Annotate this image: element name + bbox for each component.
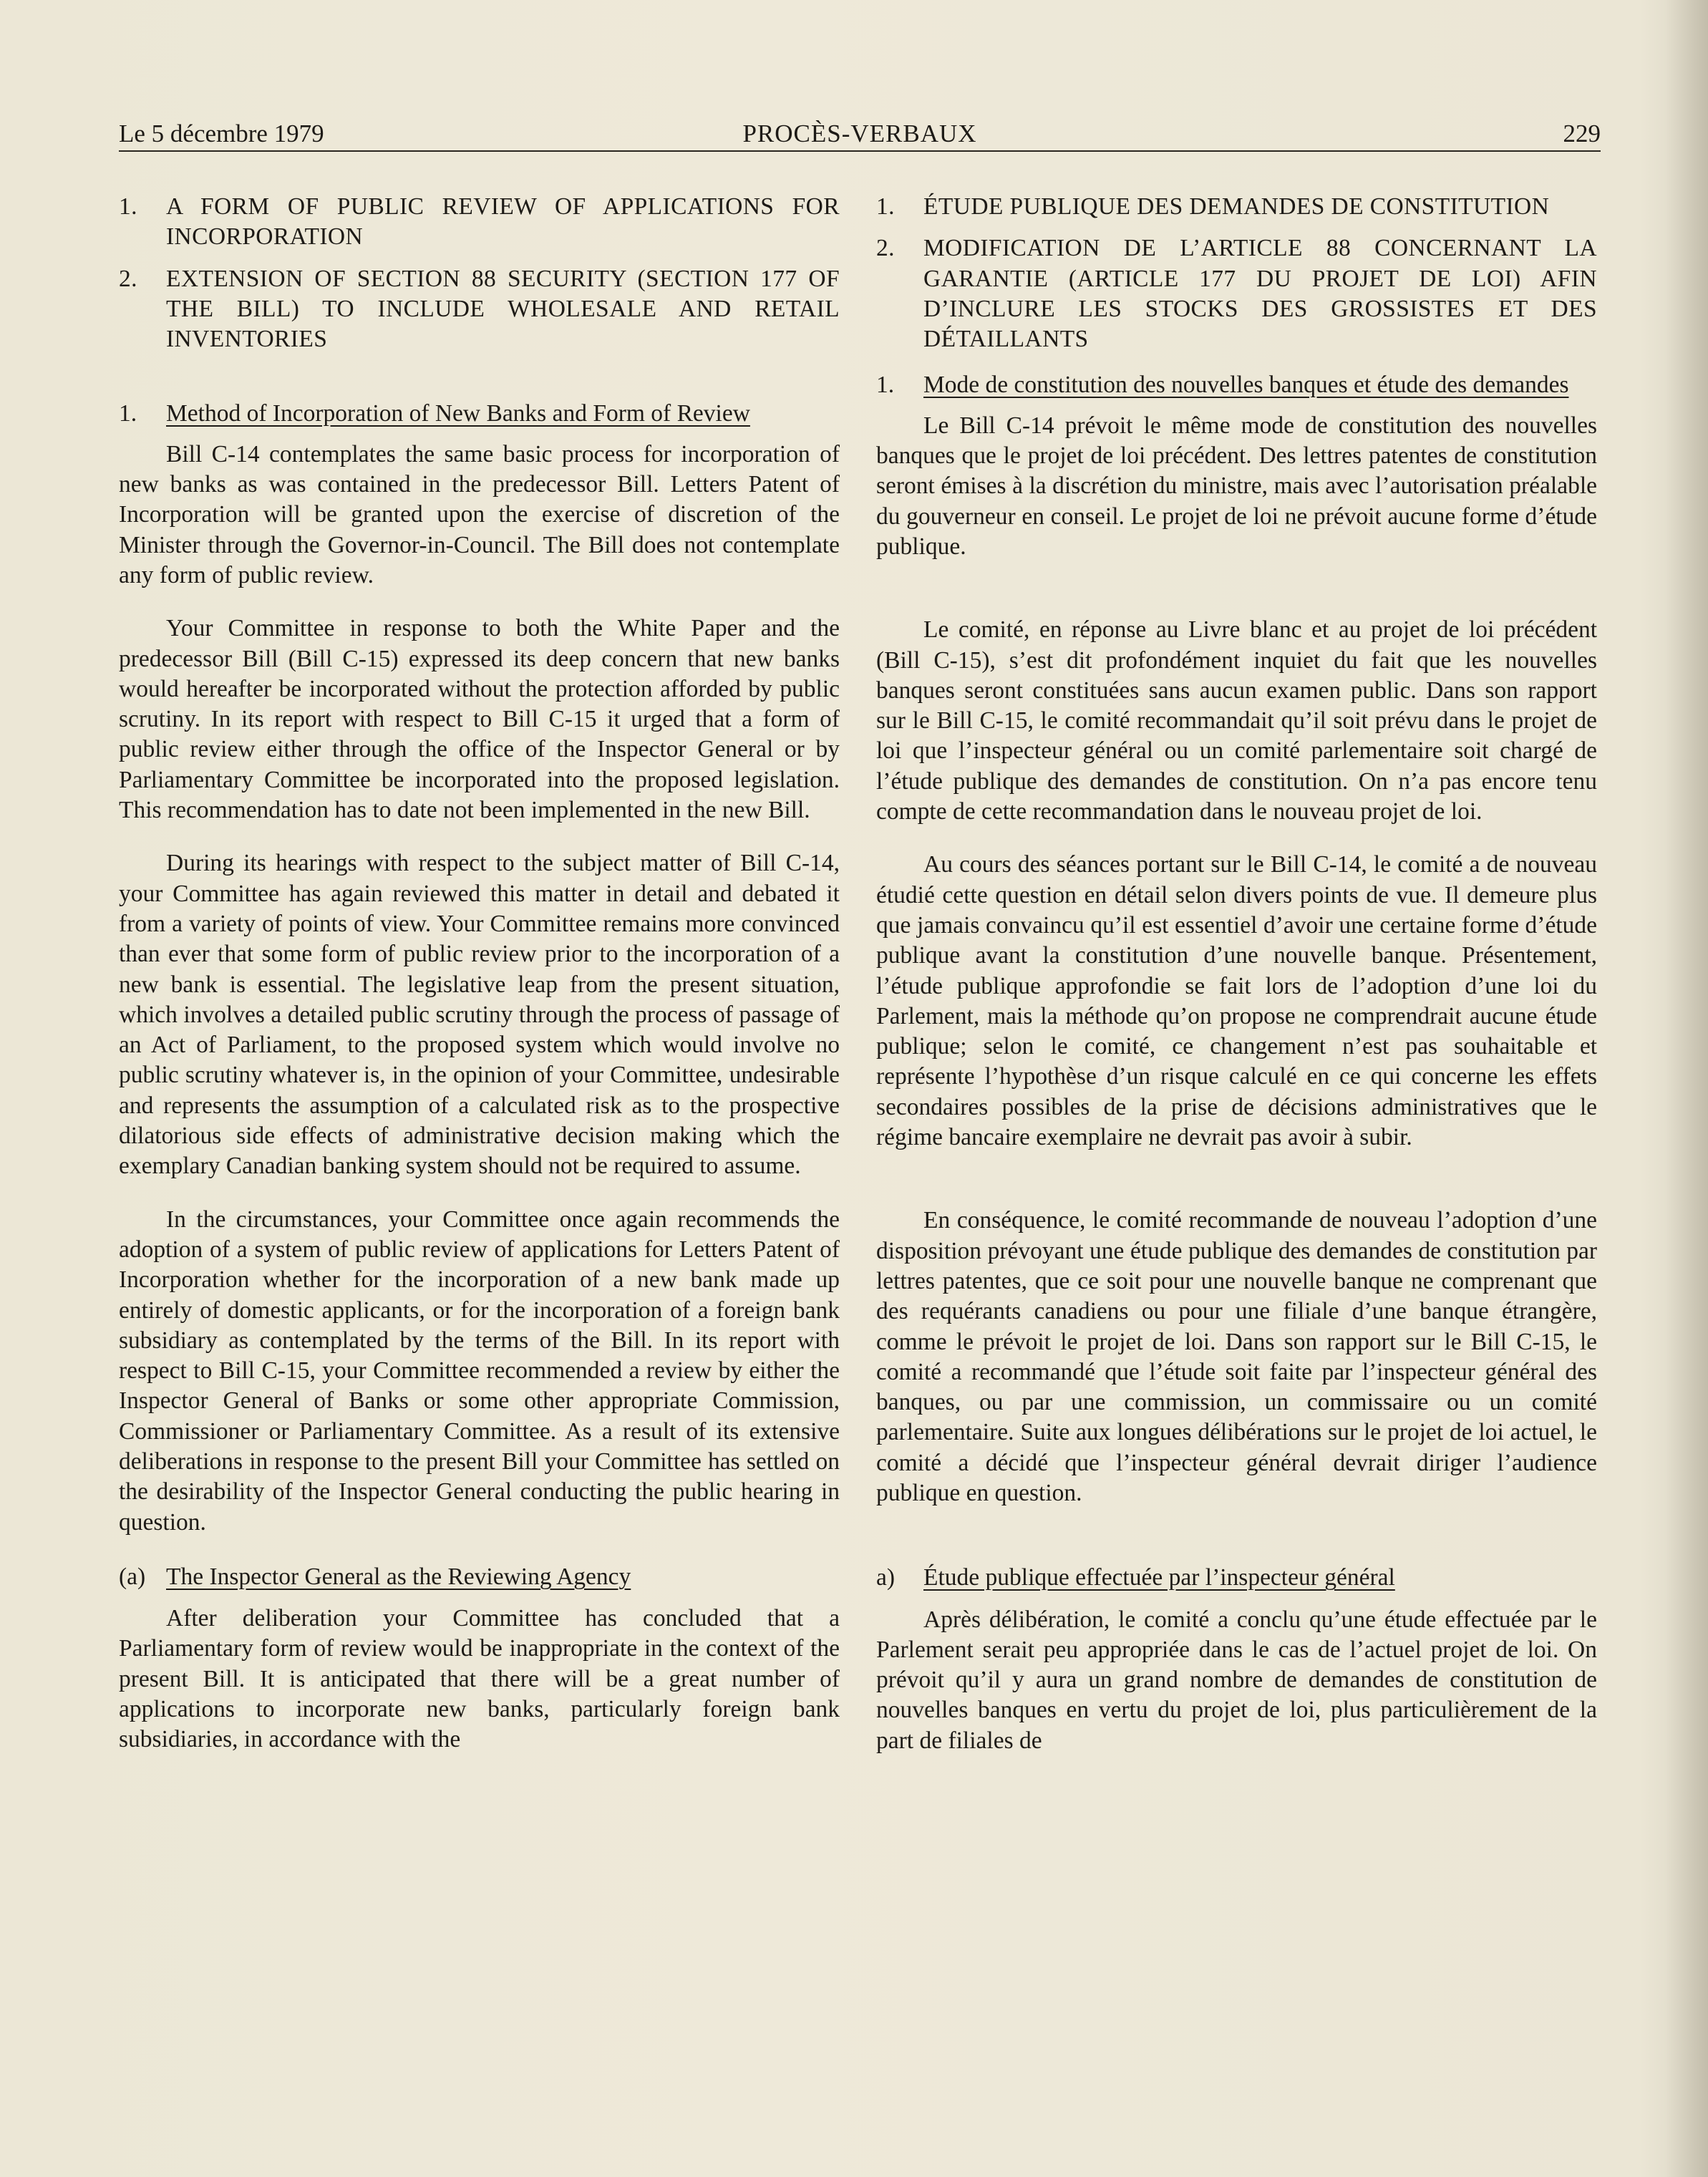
subsection-number: a) xyxy=(876,1564,896,1591)
paragraph: Le Bill C-14 prévoit le même mode de constitution des nouvelles banques que le projet de loi précédent. Des lettres patentes de constitution seront émises à la discrétion du ministre, mais avec l’autorisation préalable du gouverneur en conseil. Le projet de loi ne prévoit aucune forme d’étude publique. xyxy=(876,412,1597,560)
section-title: Method of Incorporation of New Banks and Form of Review xyxy=(166,400,750,427)
subsection-title: The Inspector General as the Reviewing Agency xyxy=(166,1563,631,1590)
item-heading: MODIFICATION DE L’ARTICLE 88 CONCERNANT LA GARANTIE (ARTICLE 177 DU PROJET DE LOI) AFIN D’INCLURE LES STOCKS DES GROSSISTES ET DES DÉTAILLANTS xyxy=(923,235,1597,353)
summary-item xyxy=(119,192,840,253)
summary-item xyxy=(119,264,840,355)
page-edge-shadow xyxy=(1665,0,1708,2177)
header-rule xyxy=(119,150,1601,152)
section-number: 1. xyxy=(876,372,895,399)
header-date: Le 5 décembre 1979 xyxy=(119,120,324,147)
paragraph: During its hearings with respect to the subject matter of Bill C-14, your Committee has again reviewed this matter in detail and debated it from a variety of points of view. Your Committee remains more convinced than ever that some form of public review prior to the incorporation of a new bank is essential. The legislative leap from the present situation, which involves a detailed public scrutiny through the process of passage of an Act of Parliament, to the proposed system which would involve no public scrutiny whatever is, in the opinion of your Committee, undesirable and represents the assumption of a calculated risk as to the prospective dilatorious side effects of administrative decision making which the exemplary Canadian banking system should not be required to assume. xyxy=(119,850,840,1180)
subsection-heading xyxy=(119,1562,840,1592)
subsection-title: Étude publique effectuée par l’inspecteur général xyxy=(923,1564,1395,1591)
section-heading xyxy=(876,370,1597,400)
french-column xyxy=(876,192,1597,1756)
item-number: 1. xyxy=(119,193,137,220)
paragraph: Au cours des séances portant sur le Bill C-14, le comité a de nouveau étudié cette question en détail selon divers points de vue. Il demeure plus que jamais convaincu qu’il est essentiel d’avoir une certaine forme d’étude publique avant la constitution d’une nouvelle banque. Présentement, l’étude publique approfondie se fait lors de l’adoption d’une loi du Parlement, mais la méthode qu’on propose ne comprendrait aucune étude publique; selon le comité, ce changement n’est pas souhaitable et représente l’hypothèse d’un risque calculé en ce qui concerne les effets secondaires possibles de la prise de décisions administratives que le régime bancaire exemplaire ne devrait pas avoir à subir. xyxy=(876,851,1597,1151)
item-number: 2. xyxy=(119,265,137,292)
page-number: 229 xyxy=(1563,120,1601,147)
subsection-heading xyxy=(876,1563,1597,1593)
item-heading: A FORM OF PUBLIC REVIEW OF APPLICATIONS FOR INCORPORATION xyxy=(166,193,840,251)
paragraph: Après délibération, le comité a conclu qu’une étude effectuée par le Parlement serait peu appropriée dans le cas de l’actuel projet de loi. On prévoit qu’il y aura un grand nombre de demandes de constitution de nouvelles banques en vertu du projet de loi, plus particulièrement de la part de filiales de xyxy=(876,1606,1597,1754)
paragraph: Your Committee in response to both the White Paper and the predecessor Bill (Bill C-15) expressed its deep concern that new banks would hereafter be incorporated without the protection afforded by public scrutiny. In its report with respect to Bill C-15 it urged that a form of public review either through the office of the Inspector General or by Parliamentary Committee be incorporated into the proposed legislation. This recommendation has to date not been implemented in the new Bill. xyxy=(119,615,840,824)
summary-item xyxy=(876,192,1597,222)
paragraph: En conséquence, le comité recommande de nouveau l’adoption d’une disposition prévoyant une étude publique des demandes de constitution par lettres patentes, que ce soit pour une nouvelle banque ne comprenant que des requérants canadiens ou pour une filiale d’une banque étrangère, comme le prévoit le projet de loi. Dans son rapport sur le Bill C-15, le comité a recommandé que l’étude soit faite par l’inspecteur général des banques, ou par une commission, un commissaire ou un comité parlementaire. Suite aux longues délibérations sur le projet de loi actuel, le comité a décidé que l’inspecteur général devrait diriger l’audience publique en question. xyxy=(876,1207,1597,1506)
paragraph: Bill C-14 contemplates the same basic process for incorporation of new banks as was contained in the predecessor Bill. Letters Patent of Incorporation will be granted upon the exercise of discretion of the Minister through the Governor-in-Council. The Bill does not contemplate any form of public review. xyxy=(119,440,840,588)
running-header xyxy=(119,116,1601,152)
paragraph: After deliberation your Committee has concluded that a Parliamentary form of review would be inappropriate in the context of the present Bill. It is anticipated that there will be a great number of applications to incorporate new banks, particularly foreign bank subsidiaries, in accordance with the xyxy=(119,1605,840,1753)
item-heading: ÉTUDE PUBLIQUE DES DEMANDES DE CONSTITUTION xyxy=(923,193,1550,220)
paragraph: Le comité, en réponse au Livre blanc et au projet de loi précédent (Bill C-15), s’est dit profondément inquiet du fait que les nouvelles banques seront constituées sans aucun examen public. Dans son rapport sur le Bill C-15, le comité recommandait qu’il soit prévu dans le projet de loi que l’inspecteur général ou un comité parlementaire soit chargé de l’étude publique des demandes de constitution. On n’a pas encore tenu compte de cette recommandation dans le nouveau projet de loi. xyxy=(876,616,1597,825)
item-number: 2. xyxy=(876,235,895,262)
summary-item xyxy=(876,233,1597,354)
item-number: 1. xyxy=(876,193,895,220)
paragraph: In the circumstances, your Committee once again recommends the adoption of a system of public review of applications for Letters Patent of Incorporation whether for the incorporation of a new bank made up entirely of domestic applicants, or for the incorporation of a foreign bank subsidiary as contemplated by the terms of the Bill. In its report with respect to Bill C-15, your Committee recommended a review by either the Inspector General of Banks or some other appropriate Commission, Commissioner or Parliamentary Committee. As a result of its extensive deliberations in response to the present Bill your Committee has settled on the desirability of the Inspector General conducting the public hearing in question. xyxy=(119,1206,840,1536)
section-number: 1. xyxy=(119,400,137,427)
section-title: Mode de constitution des nouvelles banques et étude des demandes xyxy=(923,372,1569,399)
section-heading xyxy=(119,399,840,429)
subsection-number: (a) xyxy=(119,1563,146,1590)
header-title: PROCÈS-VERBAUX xyxy=(742,120,977,147)
english-column xyxy=(119,192,840,1755)
item-heading: EXTENSION OF SECTION 88 SECURITY (SECTION 177 OF THE BILL) TO INCLUDE WHOLESALE AND RETAIL INVENTORIES xyxy=(166,265,840,353)
